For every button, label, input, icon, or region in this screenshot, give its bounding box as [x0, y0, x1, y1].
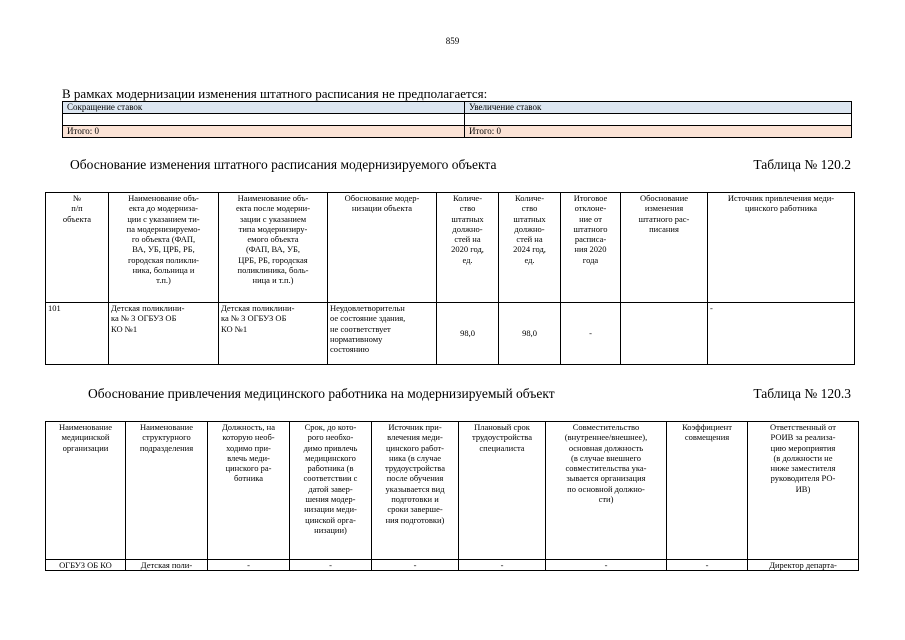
header-combination: Совместительство (внутреннее/внешнее), основная должность (в случае внешнего совместительства ука- зывается организация по основной должно- сти) [546, 422, 667, 560]
table2-number: Таблица № 120.3 [753, 386, 851, 401]
row-coefficient: - [667, 560, 748, 571]
reduction-label: Сокращение ставок [63, 102, 465, 114]
row-source: - [372, 560, 459, 571]
summary-empty-cell [63, 114, 465, 126]
table1-title: Обоснование изменения штатного расписания модернизируемого объекта [70, 157, 497, 172]
row-number: 101 [46, 303, 109, 365]
summary-total-row [63, 126, 852, 138]
header-deadline: Срок, до кото- рого необхо- димо привлечь медицинского работника (в соответствии с датой завер- шения модер- низации меди- цинской орга- низации) [290, 422, 372, 560]
header-division: Наименование структурного подразделения [126, 422, 208, 560]
row-deadline: - [290, 560, 372, 571]
header-organization: Наименование медицинской организации [46, 422, 126, 560]
total-right: Итого: 0 [465, 126, 852, 138]
row-modernization-reason: Неудовлетворительн ое состояние здания, не соответствует нормативному состоянию [328, 303, 437, 365]
summary-header-row [63, 102, 852, 114]
row-responsible: Директор департа- [748, 560, 859, 571]
header-position: Должность, на которую необ- ходимо при- влечь меди- цинского ра- ботника [208, 422, 290, 560]
table1-header-row [46, 193, 855, 303]
header-object-after: Наименование объ- екта после модерни- зации с указанием типа модернизиру- емого объекта (ФАП, ВА, УБ, ЦРБ, РБ, городская поликлиника, боль- ница и т.п.) [219, 193, 328, 303]
header-staff-2020: Количе- ство штатных должно- стей на 2020 год, ед. [437, 193, 499, 303]
intro-text: В рамках модернизации изменения штатного расписания не предполагается: [62, 86, 488, 101]
header-planned-employment: Плановый срок трудоустройства специалиста [459, 422, 546, 560]
header-coefficient: Коэффициент совмещения [667, 422, 748, 560]
row-combination: - [546, 560, 667, 571]
row-organization: ОГБУЗ ОБ КО [46, 560, 126, 571]
header-source: Источник при- влечения меди- цинского работ- ника (в случае трудоустройства после обучения указывается вид подготовки и сроки заверше- ния подготовки) [372, 422, 459, 560]
row-deviation: - [561, 303, 621, 365]
header-worker-source: Источник привлечения меди- цинского работника [708, 193, 855, 303]
header-number: № п/п объекта [46, 193, 109, 303]
page-number: 859 [445, 36, 460, 46]
header-responsible: Ответственный от РОИВ за реализа- цию мероприятия (в должности не ниже заместителя руководителя РО- ИВ) [748, 422, 859, 560]
table2-title: Обоснование привлечения медицинского работника на модернизируемый объект [88, 386, 555, 401]
table2-header-row [46, 422, 859, 560]
table1-number: Таблица № 120.2 [753, 157, 851, 172]
row-object-before: Детская поликлини- ка № 3 ОГБУЗ ОБ КО №1 [109, 303, 219, 365]
row-worker-source: - [708, 303, 855, 365]
worker-attraction-table [45, 421, 859, 571]
header-modernization-reason: Обоснование модер- низации объекта [328, 193, 437, 303]
row-change-justification [621, 303, 708, 365]
table-row [46, 560, 859, 571]
summary-empty-row [63, 114, 852, 126]
row-object-after: Детская поликлини- ка № 3 ОГБУЗ ОБ КО №1 [219, 303, 328, 365]
table-row [46, 303, 855, 365]
header-deviation: Итоговое отклоне- ние от штатного расписа- ния 2020 года [561, 193, 621, 303]
row-division: Детская поли- [126, 560, 208, 571]
staff-change-summary-table [62, 101, 852, 138]
row-staff-2020: 98,0 [437, 303, 499, 365]
increase-label: Увеличение ставок [465, 102, 852, 114]
row-planned-employment: - [459, 560, 546, 571]
summary-empty-cell [465, 114, 852, 126]
row-position: - [208, 560, 290, 571]
total-left: Итого: 0 [63, 126, 465, 138]
header-change-justification: Обоснование изменения штатного рас- писания [621, 193, 708, 303]
row-staff-2024: 98,0 [499, 303, 561, 365]
staffing-justification-table [45, 192, 855, 365]
header-object-before: Наименование объ- екта до модерниза- ции с указанием ти- па модернизируемо- го объекта (ФАП, ВА, УБ, ЦРБ, РБ, городская поликли- ника, больница и т.п.) [109, 193, 219, 303]
header-staff-2024: Количе- ство штатных должно- стей на 2024 год, ед. [499, 193, 561, 303]
